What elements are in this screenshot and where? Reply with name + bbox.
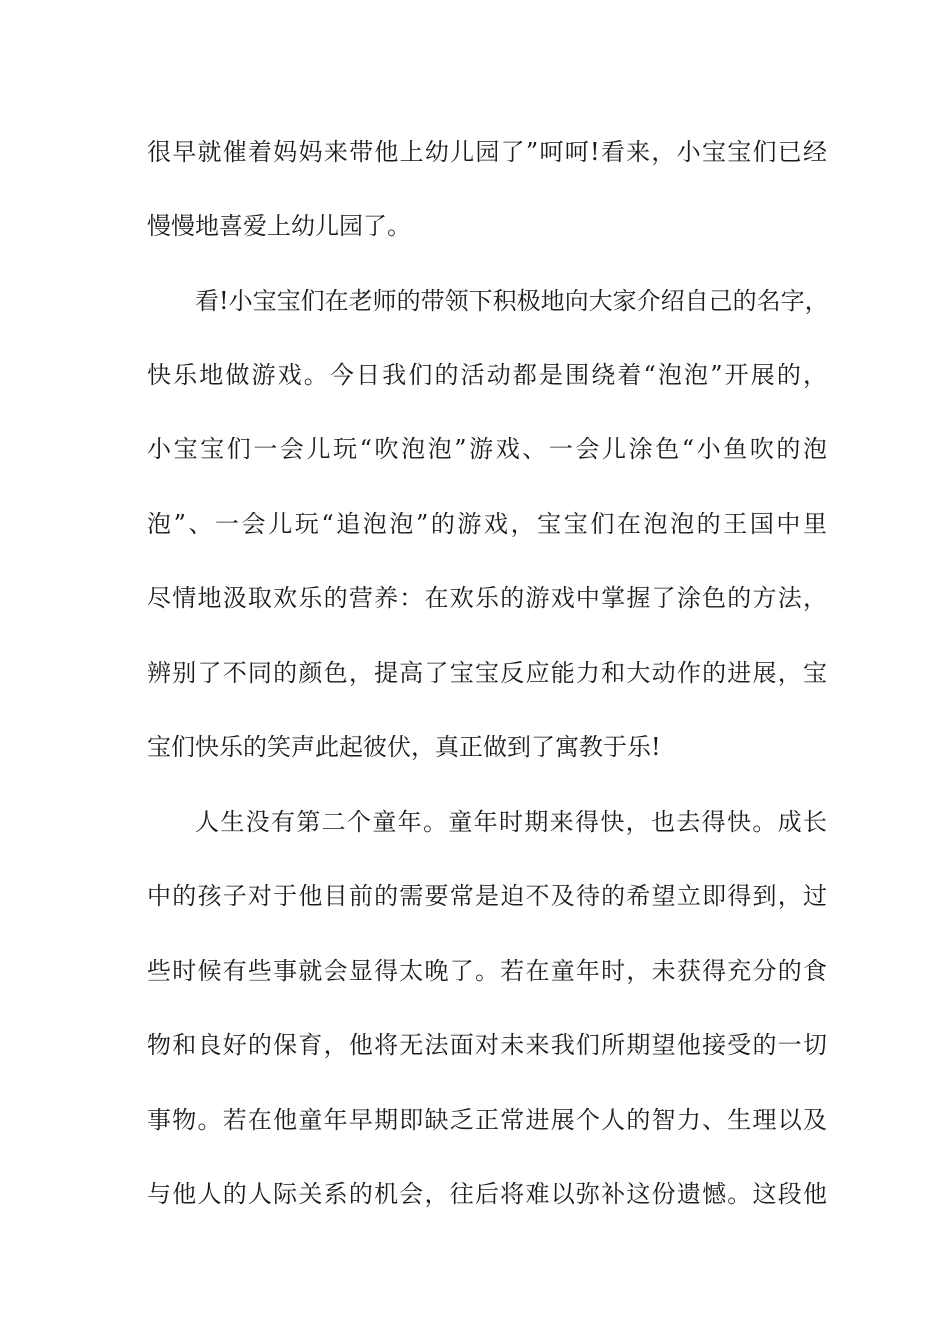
text-line: 事物。若在他童年早期即缺乏正常进展个人的智力、生理以及 xyxy=(147,1106,827,1134)
text-line: 些时候有些事就会显得太晚了。若在童年时，未获得充分的食 xyxy=(147,957,827,985)
text-line: 泡”、一会儿玩“追泡泡”的游戏，宝宝们在泡泡的王国中里 xyxy=(147,510,827,538)
text-line: 宝们快乐的笑声此起彼伏，真正做到了寓教于乐! xyxy=(147,733,661,761)
text-line: 辨别了不同的颜色，提高了宝宝反应能力和大动作的进展，宝 xyxy=(147,659,827,687)
text-line: 看!小宝宝们在老师的带领下积极地向大家介绍自己的名字， xyxy=(195,287,829,315)
text-line: 快乐地做游戏。今日我们的活动都是围绕着“泡泡”开展的， xyxy=(147,361,827,389)
text-line: 小宝宝们一会儿玩“吹泡泡”游戏、一会儿涂色“小鱼吹的泡 xyxy=(147,435,827,463)
text-line: 物和良好的保育，他将无法面对未来我们所期望他接受的一切 xyxy=(147,1031,827,1059)
text-line: 慢慢地喜爱上幼儿园了。 xyxy=(147,212,411,240)
text-line: 尽情地汲取欢乐的营养：在欢乐的游戏中掌握了涂色的方法， xyxy=(147,584,827,612)
text-line: 中的孩子对于他目前的需要常是迫不及待的希望立即得到，过 xyxy=(147,882,827,910)
text-line: 人生没有第二个童年。童年时期来得快，也去得快。成长 xyxy=(195,808,827,836)
text-line: 很早就催着妈妈来带他上幼儿园了”呵呵!看来，小宝宝们已经 xyxy=(147,138,827,166)
text-line: 与他人的人际关系的机会，往后将难以弥补这份遗憾。这段他 xyxy=(147,1180,827,1208)
